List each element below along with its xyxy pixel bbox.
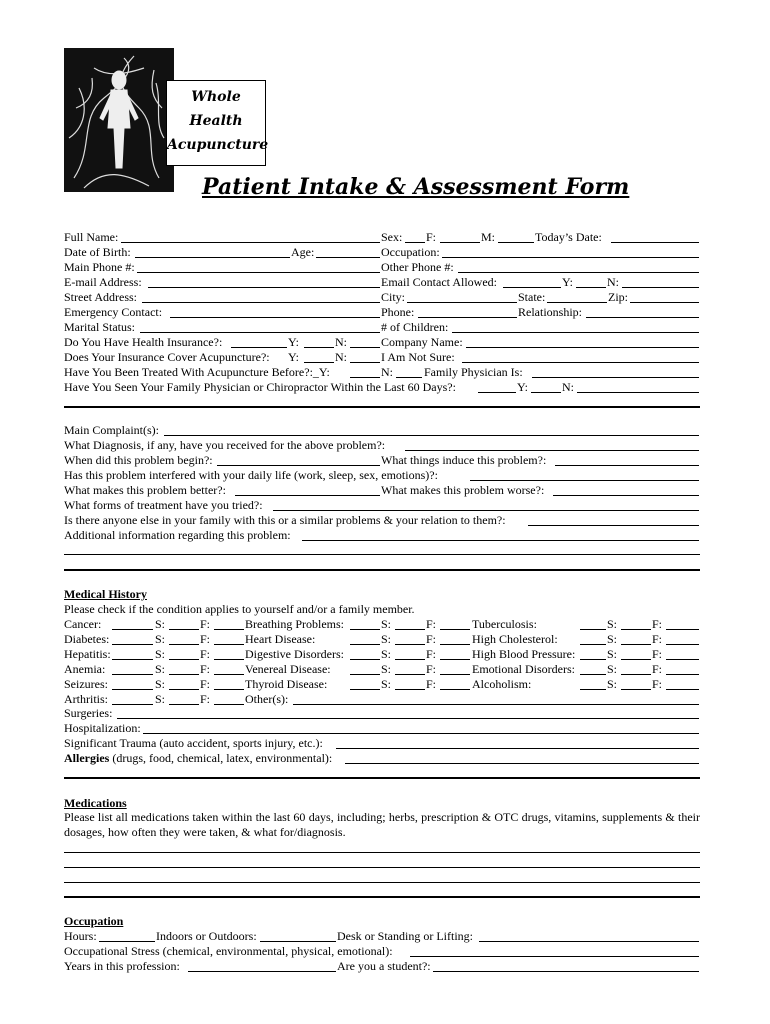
condition-field[interactable]	[580, 689, 606, 690]
family-checkbox-field[interactable]	[666, 644, 699, 645]
family-checkbox-field[interactable]	[214, 704, 244, 705]
family-label: F:	[652, 677, 663, 691]
self-checkbox-field[interactable]	[169, 689, 199, 690]
hours-label: Hours:	[64, 929, 97, 943]
family-label: F:	[200, 617, 211, 631]
health-insurance-y-field[interactable]	[304, 347, 334, 348]
occupation-label: Occupation:	[381, 245, 440, 259]
condition-label: Alcoholism:	[472, 677, 532, 691]
medical-history-heading: Medical History	[64, 587, 147, 601]
family-checkbox-field[interactable]	[666, 674, 699, 675]
condition-field[interactable]	[350, 659, 380, 660]
condition-field[interactable]	[112, 689, 153, 690]
condition-field[interactable]	[112, 629, 153, 630]
section-divider	[64, 777, 700, 779]
diagnosis-label: What Diagnosis, if any, have you received for the above problem?:	[64, 438, 386, 452]
family-label: F:	[426, 617, 437, 631]
condition-field[interactable]	[112, 644, 153, 645]
allergies-rest-label: (drugs, food, chemical, latex, environmental):	[109, 751, 333, 765]
interfere-field[interactable]	[470, 480, 699, 481]
family-label: F:	[652, 632, 663, 646]
condition-label: Hepatitis:	[64, 647, 111, 661]
condition-label: Cancer:	[64, 617, 102, 631]
condition-field[interactable]	[112, 659, 153, 660]
self-checkbox-field[interactable]	[621, 629, 651, 630]
dob-field[interactable]	[135, 257, 290, 258]
seen-physician-y-field[interactable]	[531, 392, 561, 393]
section-divider	[64, 896, 700, 898]
sex-label: Sex:	[381, 230, 403, 244]
hospitalization-field[interactable]	[143, 733, 699, 734]
zip-label: Zip:	[608, 290, 628, 304]
family-checkbox-field[interactable]	[440, 674, 470, 675]
years-profession-field[interactable]	[188, 971, 336, 972]
section-divider	[64, 406, 700, 408]
full-name-field[interactable]	[121, 242, 380, 243]
worse-field[interactable]	[553, 495, 699, 496]
family-checkbox-field[interactable]	[214, 629, 244, 630]
acupuncture-before-label: Have You Been Treated With Acupuncture Before?:_Y:	[64, 365, 330, 379]
company-name-field[interactable]	[466, 347, 699, 348]
family-physician-field[interactable]	[532, 377, 699, 378]
condition-field[interactable]	[350, 674, 380, 675]
sex-field[interactable]	[405, 242, 425, 243]
sex-m-field[interactable]	[498, 242, 534, 243]
condition-field[interactable]	[580, 644, 606, 645]
marital-status-field[interactable]	[140, 332, 380, 333]
better-field[interactable]	[235, 495, 380, 496]
family-label: F:	[200, 662, 211, 676]
self-label: S:	[155, 647, 166, 661]
self-label: S:	[381, 647, 392, 661]
family-label: F:	[200, 692, 211, 706]
trauma-field[interactable]	[336, 748, 699, 749]
emergency-phone-label: Phone:	[381, 305, 415, 319]
additional-info-label: Additional information regarding this problem:	[64, 528, 291, 542]
diagnosis-field[interactable]	[405, 450, 699, 451]
condition-field[interactable]	[112, 674, 153, 675]
self-label: S:	[381, 632, 392, 646]
relationship-field[interactable]	[586, 317, 699, 318]
main-complaint-field[interactable]	[164, 435, 699, 436]
condition-label: Digestive Disorders:	[245, 647, 344, 661]
self-label: S:	[607, 632, 618, 646]
family-checkbox-field[interactable]	[214, 689, 244, 690]
dob-label: Date of Birth:	[64, 245, 131, 259]
family-label: F:	[652, 647, 663, 661]
self-checkbox-field[interactable]	[621, 644, 651, 645]
condition-label: Breathing Problems:	[245, 617, 344, 631]
family-checkbox-field[interactable]	[440, 644, 470, 645]
condition-field[interactable]	[580, 629, 606, 630]
sex-f-label: F:	[426, 230, 437, 244]
induce-field[interactable]	[555, 465, 699, 466]
family-checkbox-field[interactable]	[214, 644, 244, 645]
occupation-heading: Occupation	[64, 914, 124, 928]
state-label: State:	[518, 290, 546, 304]
self-checkbox-field[interactable]	[169, 704, 199, 705]
allergies-bold-label: Allergies	[64, 751, 110, 765]
condition-label: Thyroid Disease:	[245, 677, 328, 691]
indoors-label: Indoors or Outdoors:	[156, 929, 257, 943]
insurance-cover-y-label: Y:	[288, 350, 299, 364]
other-phone-field[interactable]	[458, 272, 699, 273]
email-contact-n-field[interactable]	[622, 287, 699, 288]
family-label: F:	[426, 662, 437, 676]
condition-label: High Blood Pressure:	[472, 647, 576, 661]
medications-instruction: Please list all medications taken within the last 60 days, including; herbs, prescription & OTC drugs, vitamins, supplements & their dosages, how often they were taken, & what for/diagnosis.	[64, 810, 700, 839]
health-insurance-n-label: N:	[335, 335, 347, 349]
acupuncture-before-n-field[interactable]	[396, 377, 422, 378]
seen-physician-y-label: Y:	[517, 380, 528, 394]
clinic-name-box	[166, 80, 269, 166]
family-label: F:	[200, 647, 211, 661]
family-checkbox-field[interactable]	[666, 629, 699, 630]
sex-m-label: M:	[481, 230, 496, 244]
street-label: Street Address:	[64, 290, 137, 304]
hours-field[interactable]	[99, 941, 155, 942]
better-label: What makes this problem better?:	[64, 483, 226, 497]
self-label: S:	[155, 662, 166, 676]
self-label: S:	[155, 677, 166, 691]
problem-begin-field[interactable]	[217, 465, 380, 466]
occupational-stress-field[interactable]	[410, 956, 699, 957]
condition-label: High Cholesterol:	[472, 632, 558, 646]
family-checkbox-field[interactable]	[440, 659, 470, 660]
main-phone-label: Main Phone #:	[64, 260, 135, 274]
self-label: S:	[155, 617, 166, 631]
family-checkbox-field[interactable]	[214, 659, 244, 660]
family-checkbox-field[interactable]	[666, 659, 699, 660]
health-insurance-y-label: Y:	[288, 335, 299, 349]
sex-f-field[interactable]	[440, 242, 480, 243]
todays-date-label: Today’s Date:	[535, 230, 602, 244]
condition-label: Emotional Disorders:	[472, 662, 575, 676]
condition-label: Arthritis:	[64, 692, 108, 706]
occupation-field[interactable]	[442, 257, 699, 258]
health-insurance-field[interactable]	[231, 347, 287, 348]
children-field[interactable]	[452, 332, 699, 333]
clinic-name-line1: Whole	[191, 89, 241, 105]
health-insurance-n-field[interactable]	[350, 347, 380, 348]
company-name-label: Company Name:	[381, 335, 463, 349]
family-label: F:	[200, 632, 211, 646]
self-checkbox-field[interactable]	[395, 674, 425, 675]
other-phone-label: Other Phone #:	[381, 260, 454, 274]
family-checkbox-field[interactable]	[440, 629, 470, 630]
medications-line-3[interactable]	[64, 882, 700, 883]
seen-physician-n-field[interactable]	[577, 392, 699, 393]
allergies-label	[64, 751, 332, 765]
acupuncture-before-n-label: N:	[381, 365, 393, 379]
age-field[interactable]	[316, 257, 380, 258]
children-label: # of Children:	[381, 320, 449, 334]
self-label: S:	[607, 647, 618, 661]
treatments-label: What forms of treatment have you tried?:	[64, 498, 263, 512]
email-contact-y-label: Y:	[562, 275, 573, 289]
condition-label: Venereal Disease:	[245, 662, 331, 676]
insurance-cover-y-field[interactable]	[304, 362, 334, 363]
form-title: Patient Intake & Assessment Form	[202, 174, 630, 200]
self-checkbox-field[interactable]	[169, 629, 199, 630]
student-field[interactable]	[433, 971, 699, 972]
section-divider	[64, 569, 700, 571]
self-label: S:	[607, 617, 618, 631]
condition-label: Anemia:	[64, 662, 106, 676]
self-checkbox-field[interactable]	[395, 644, 425, 645]
additional-info-line[interactable]	[64, 554, 700, 555]
state-field[interactable]	[547, 302, 607, 303]
self-checkbox-field[interactable]	[169, 674, 199, 675]
email-field[interactable]	[148, 287, 380, 288]
email-contact-y-field[interactable]	[576, 287, 606, 288]
insurance-cover-n-field[interactable]	[350, 362, 380, 363]
street-field[interactable]	[142, 302, 380, 303]
self-checkbox-field[interactable]	[169, 659, 199, 660]
insurance-cover-n-label: N:	[335, 350, 347, 364]
family-checkbox-field[interactable]	[666, 689, 699, 690]
city-label: City:	[381, 290, 406, 304]
family-label: F:	[426, 677, 437, 691]
condition-label: Diabetes:	[64, 632, 110, 646]
email-label: E-mail Address:	[64, 275, 142, 289]
emergency-phone-field[interactable]	[418, 317, 517, 318]
family-relation-label: Is there anyone else in your family with this or a similar problems & your relation to them?:	[64, 513, 506, 527]
marital-status-label: Marital Status:	[64, 320, 135, 334]
main-phone-field[interactable]	[137, 272, 380, 273]
seen-physician-label: Have You Seen Your Family Physician or Chiropractor Within the Last 60 Days?:	[64, 380, 456, 394]
condition-label: Other(s):	[245, 692, 289, 706]
condition-field[interactable]	[350, 644, 380, 645]
induce-label: What things induce this problem?:	[381, 453, 547, 467]
family-checkbox-field[interactable]	[214, 674, 244, 675]
desk-label: Desk or Standing or Lifting:	[337, 929, 473, 943]
self-label: S:	[607, 662, 618, 676]
family-relation-field[interactable]	[528, 525, 699, 526]
zip-field[interactable]	[630, 302, 699, 303]
condition-field[interactable]	[350, 689, 380, 690]
self-label: S:	[381, 662, 392, 676]
treatments-field[interactable]	[273, 510, 699, 511]
self-label: S:	[607, 677, 618, 691]
surgeries-label: Surgeries:	[64, 706, 113, 720]
self-checkbox-field[interactable]	[621, 659, 651, 660]
condition-field[interactable]	[112, 704, 153, 705]
trauma-label: Significant Trauma (auto accident, sports injury, etc.):	[64, 736, 323, 750]
additional-info-field[interactable]	[302, 540, 699, 541]
condition-label: Seizures:	[64, 677, 108, 691]
email-contact-label: Email Contact Allowed:	[381, 275, 497, 289]
health-insurance-label: Do You Have Health Insurance?:	[64, 335, 223, 349]
condition-field[interactable]	[580, 659, 606, 660]
self-checkbox-field[interactable]	[395, 629, 425, 630]
condition-field[interactable]	[350, 629, 380, 630]
clinic-name-line3: Acupuncture	[167, 137, 269, 153]
family-label: F:	[426, 647, 437, 661]
condition-label: Tuberculosis:	[472, 617, 537, 631]
self-checkbox-field[interactable]	[395, 659, 425, 660]
self-label: S:	[155, 632, 166, 646]
self-label: S:	[381, 677, 392, 691]
insurance-cover-label: Does Your Insurance Cover Acupuncture?:	[64, 350, 270, 364]
self-label: S:	[155, 692, 166, 706]
medications-line-1[interactable]	[64, 852, 700, 853]
hospitalization-label: Hospitalization:	[64, 721, 141, 735]
full-name-label: Full Name:	[64, 230, 119, 244]
self-label: S:	[381, 617, 392, 631]
problem-begin-label: When did this problem begin?:	[64, 453, 213, 467]
self-checkbox-field[interactable]	[621, 674, 651, 675]
age-label: Age:	[291, 245, 315, 259]
acupuncture-before-y-field[interactable]	[350, 377, 380, 378]
years-profession-label: Years in this profession:	[64, 959, 180, 973]
self-checkbox-field[interactable]	[621, 689, 651, 690]
main-complaint-label: Main Complaint(s):	[64, 423, 159, 437]
emergency-contact-label: Emergency Contact:	[64, 305, 163, 319]
emergency-contact-field[interactable]	[170, 317, 380, 318]
condition-field[interactable]	[580, 674, 606, 675]
medical-instruction: Please check if the condition applies to yourself and/or a family member.	[64, 602, 415, 616]
email-contact-n-label: N:	[607, 275, 619, 289]
worse-label: What makes this problem worse?:	[381, 483, 545, 497]
city-field[interactable]	[407, 302, 517, 303]
indoors-field[interactable]	[260, 941, 336, 942]
not-sure-field[interactable]	[462, 362, 699, 363]
other-conditions-field[interactable]	[293, 704, 699, 705]
seen-physician-n-label: N:	[562, 380, 574, 394]
family-checkbox-field[interactable]	[440, 689, 470, 690]
relationship-label: Relationship:	[518, 305, 582, 319]
medications-heading: Medications	[64, 796, 127, 810]
interfere-label: Has this problem interfered with your daily life (work, sleep, sex, emotions)?:	[64, 468, 438, 482]
family-label: F:	[652, 617, 663, 631]
clinic-name-line2: Health	[189, 113, 243, 129]
self-checkbox-field[interactable]	[169, 644, 199, 645]
condition-label: Heart Disease:	[245, 632, 316, 646]
student-label: Are you a student?:	[337, 959, 431, 973]
todays-date-field[interactable]	[611, 242, 699, 243]
family-label: F:	[200, 677, 211, 691]
medications-line-2[interactable]	[64, 867, 700, 868]
not-sure-label: I Am Not Sure:	[381, 350, 455, 364]
family-label: F:	[652, 662, 663, 676]
family-physician-label: Family Physician Is:	[424, 365, 523, 379]
surgeries-field[interactable]	[117, 718, 699, 719]
desk-field[interactable]	[479, 941, 699, 942]
family-label: F:	[426, 632, 437, 646]
allergies-field[interactable]	[345, 763, 699, 764]
seen-physician-field[interactable]	[478, 392, 516, 393]
self-checkbox-field[interactable]	[395, 689, 425, 690]
email-contact-field[interactable]	[503, 287, 561, 288]
occupational-stress-label: Occupational Stress (chemical, environmental, physical, emotional):	[64, 944, 393, 958]
